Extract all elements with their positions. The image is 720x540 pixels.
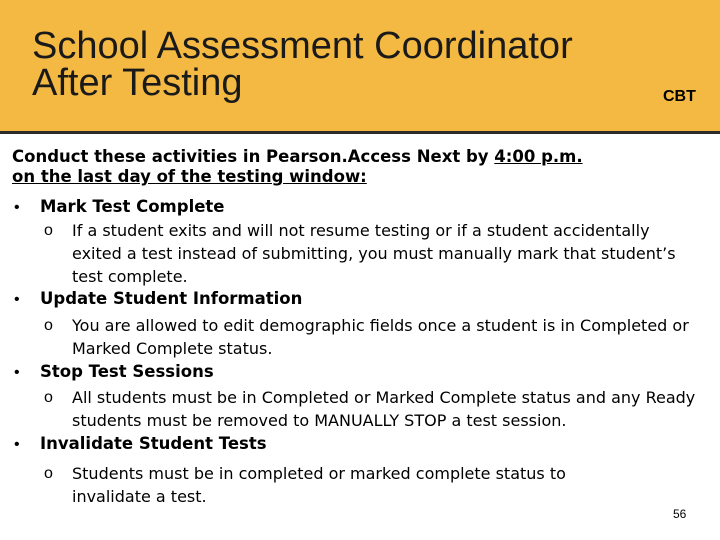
sub-bullet-marker: o [44,389,53,406]
slide-title-line-2: After Testing [32,62,243,104]
cbt-tag: CBT [663,88,696,105]
item-detail: If a student exits and will not resume testing or if a student accidentally exited a test instead of submitting, you must manually mark that student’s test complete. [72,221,676,286]
deadline-window: on the last day of the testing window: [12,167,367,186]
bullet-marker: • [14,436,20,453]
title-banner [0,0,720,134]
page-number: 56 [673,507,687,521]
bullet-marker: • [14,199,20,216]
sub-bullet-marker: o [44,465,53,482]
intro-prefix: Conduct these activities in Pearson.Access Next by [12,147,495,166]
item-detail: All students must be in Completed or Marked Complete status and any Ready students must be removed to MANUALLY STOP a test session. [72,388,696,430]
bullet-marker: • [14,364,20,381]
item-title: Update Student Information [40,289,303,308]
sub-bullet-marker: o [44,222,53,239]
sub-bullet-marker: o [44,317,53,334]
deadline-time: 4:00 p.m. [494,147,583,166]
slide-title-line-1: School Assessment Coordinator [32,25,573,67]
slide-title [32,25,573,104]
item-title: Invalidate Student Tests [40,434,267,453]
intro-paragraph [12,147,712,187]
bullet-marker: • [14,291,20,308]
item-title: Mark Test Complete [40,197,225,216]
item-detail: Students must be in completed or marked complete status to invalidate a test. [72,464,566,506]
item-title: Stop Test Sessions [40,362,214,381]
item-detail: You are allowed to edit demographic fields once a student is in Completed or Marked Complete status. [72,316,689,358]
